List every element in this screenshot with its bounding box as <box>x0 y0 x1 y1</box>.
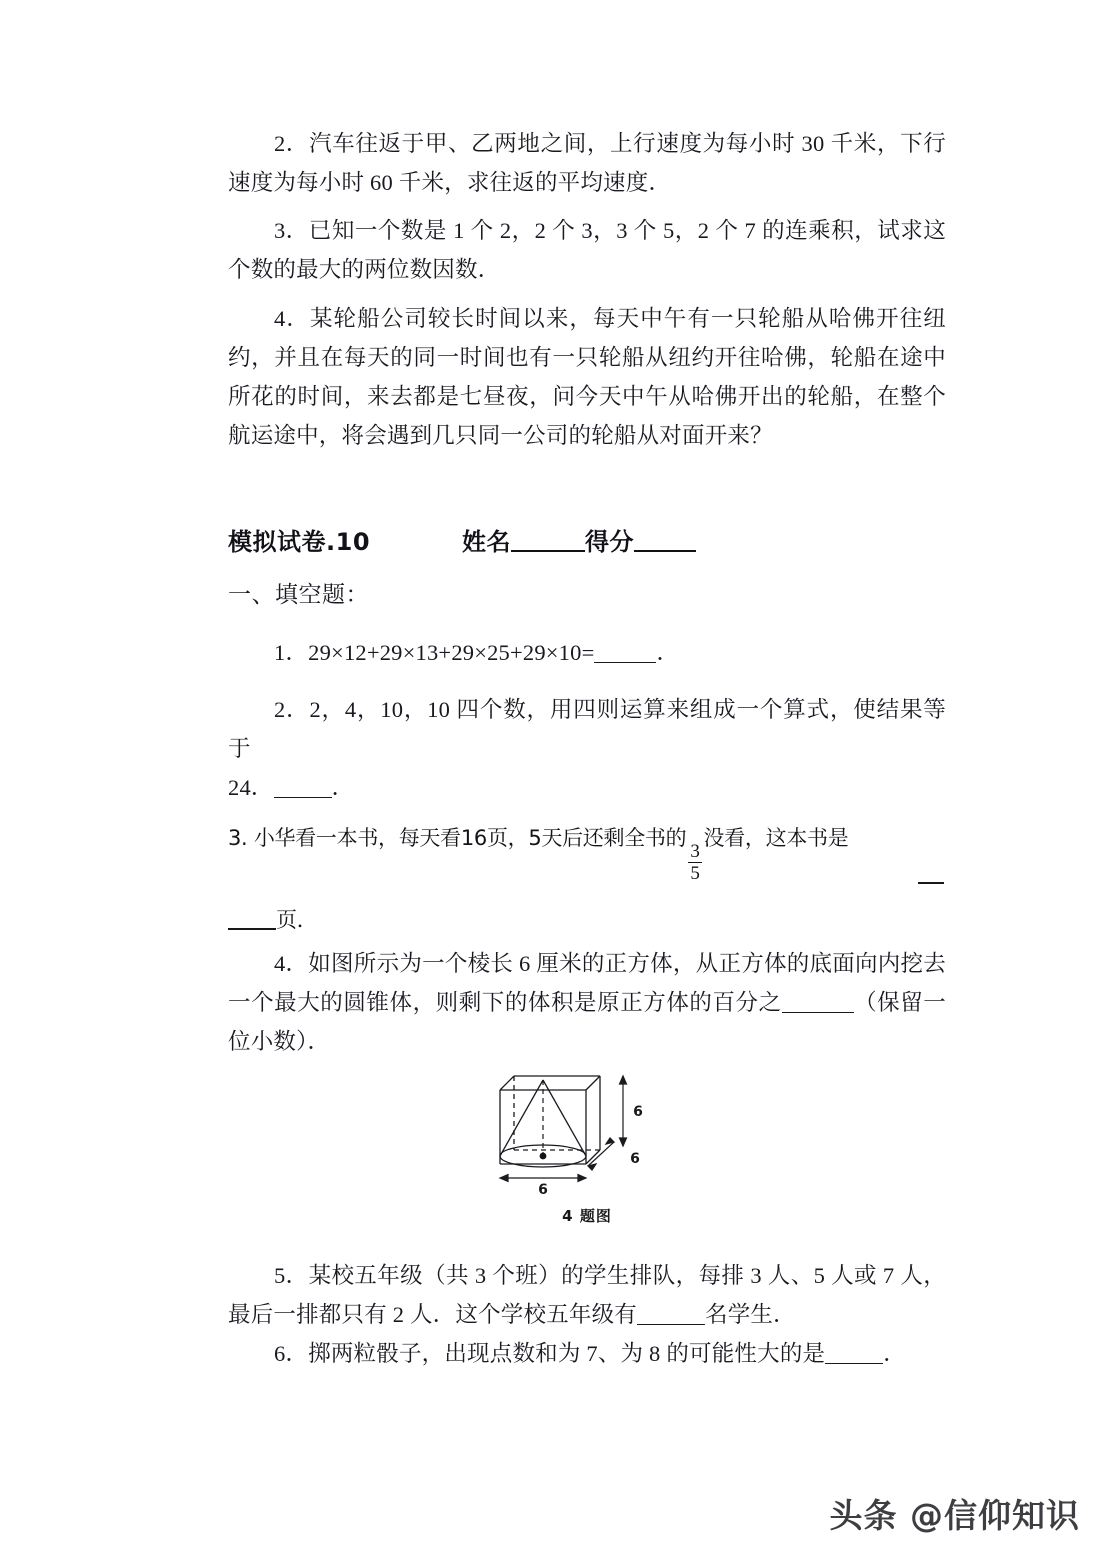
question-tail: ． <box>656 640 680 665</box>
question-6 <box>228 1334 946 1373</box>
question-text-part2: 名学生． <box>705 1302 796 1327</box>
question-number: 3. <box>228 826 248 850</box>
fraction-three-fifths <box>688 842 701 883</box>
question-text-part1: 如图所示为一个棱长 6 厘米的正方体，从正方体的底面向内挖去一个最大的圆锥体，则剩下的体积是原正方体的百分之 <box>228 951 946 1015</box>
figure-label-depth: 6 <box>630 1151 640 1167</box>
question-number: 5． <box>274 1263 309 1288</box>
name-field-label: 姓名 <box>462 528 512 556</box>
exam-title: 模拟试卷.10 <box>228 528 371 556</box>
problem-paragraph <box>228 211 946 289</box>
answer-blank[interactable] <box>782 1012 854 1013</box>
question-number: 1． <box>274 640 309 665</box>
question-text: 2，4，10，10 四个数，用四则运算来组成一个算式，使结果等于 <box>228 697 947 761</box>
question-5 <box>228 1256 946 1334</box>
problem-block-top-4 <box>228 299 946 455</box>
score-field-label: 得分 <box>585 528 635 556</box>
question-expression: 29×12+29×13+29×25+29×10= <box>308 640 595 665</box>
watermark: 头条 @信仰知识 <box>829 1496 1080 1535</box>
score-field-blank[interactable] <box>634 550 696 552</box>
answer-blank[interactable] <box>228 928 276 930</box>
question-line2-prefix: 24． <box>228 775 274 800</box>
answer-blank[interactable] <box>637 1324 705 1325</box>
answer-blank[interactable] <box>594 662 656 663</box>
stray-underline-mark <box>918 882 944 884</box>
question-paragraph-line2 <box>228 768 946 807</box>
fraction-denominator: 5 <box>690 862 700 884</box>
question-text-part2: ． <box>883 1341 906 1366</box>
question-paragraph <box>228 1334 946 1373</box>
problem-number: 4． <box>274 306 310 331</box>
problem-block-top-3 <box>228 211 946 289</box>
cube-cone-diagram <box>492 1058 682 1198</box>
question-paragraph-line1 <box>228 690 946 768</box>
question-paragraph <box>228 633 946 672</box>
question-1 <box>228 633 946 672</box>
exam-header-fields <box>462 522 696 557</box>
question-text-part2: （保留一位小数）． <box>228 990 946 1054</box>
figure-label-width: 6 <box>538 1182 548 1198</box>
name-field-blank[interactable] <box>511 550 585 552</box>
figure-cube-with-cone <box>228 1058 946 1226</box>
question-text-part1: 某校五年级（共 3 个班）的学生排队，每排 3 人、5 人或 7 人，最后一排都只有 2 人．这个学校五年级有 <box>228 1263 946 1327</box>
question-text-part1: 小华看一本书，每天看16页，5天后还剩全书的 <box>253 826 687 850</box>
problem-text: 已知一个数是 1 个 2，2 个 3，3 个 5，2 个 7 的连乘积，试求这个数的最大的两位数因数． <box>228 218 946 282</box>
question-line2-tail: 页． <box>276 908 318 932</box>
problem-text: 某轮船公司较长时间以来，每天中午有一只轮船从哈佛开往纽约，并且在每天的同一时间也有一只轮船从纽约开往哈佛，轮船在途中所花的时间，来去都是七昼夜，问今天中午从哈佛开出的轮船，在整个航运途中，将会遇到几只同一公司的轮船从对面开来？ <box>228 306 946 448</box>
question-text-part1: 掷两粒骰子，出现点数和为 7、为 8 的可能性大的是 <box>308 1341 826 1366</box>
figure-caption: 4 题图 <box>562 1207 612 1225</box>
question-number: 6． <box>274 1341 309 1366</box>
question-paragraph-line1 <box>228 818 946 883</box>
question-paragraph-line2 <box>228 900 317 940</box>
question-2 <box>228 690 946 807</box>
problem-text: 汽车往返于甲、乙两地之间，上行速度为每小时 30 千米，下行速度为每小时 60 千米，求往返的平均速度． <box>228 131 946 195</box>
problem-number: 2． <box>274 131 310 156</box>
question-3 <box>228 818 946 948</box>
question-4 <box>228 944 946 1061</box>
question-paragraph <box>228 1256 946 1334</box>
problem-paragraph <box>228 124 946 202</box>
answer-blank[interactable] <box>825 1363 883 1364</box>
problem-block-top-2 <box>228 124 946 202</box>
question-number: 2． <box>274 697 310 722</box>
section-heading-fill-in-blanks <box>228 578 946 612</box>
section-heading-text: 一、填空题： <box>228 582 369 607</box>
question-text-part2: 没看，这本书是 <box>703 826 849 850</box>
question-number: 4． <box>274 951 309 976</box>
fraction-numerator: 3 <box>690 840 700 862</box>
figure-label-height: 6 <box>633 1104 643 1120</box>
exam-header <box>228 522 946 557</box>
question-line2-tail: ． <box>331 775 355 800</box>
question-paragraph <box>228 944 946 1061</box>
problem-paragraph <box>228 299 946 455</box>
answer-blank[interactable] <box>274 797 332 798</box>
problem-number: 3． <box>274 218 309 243</box>
